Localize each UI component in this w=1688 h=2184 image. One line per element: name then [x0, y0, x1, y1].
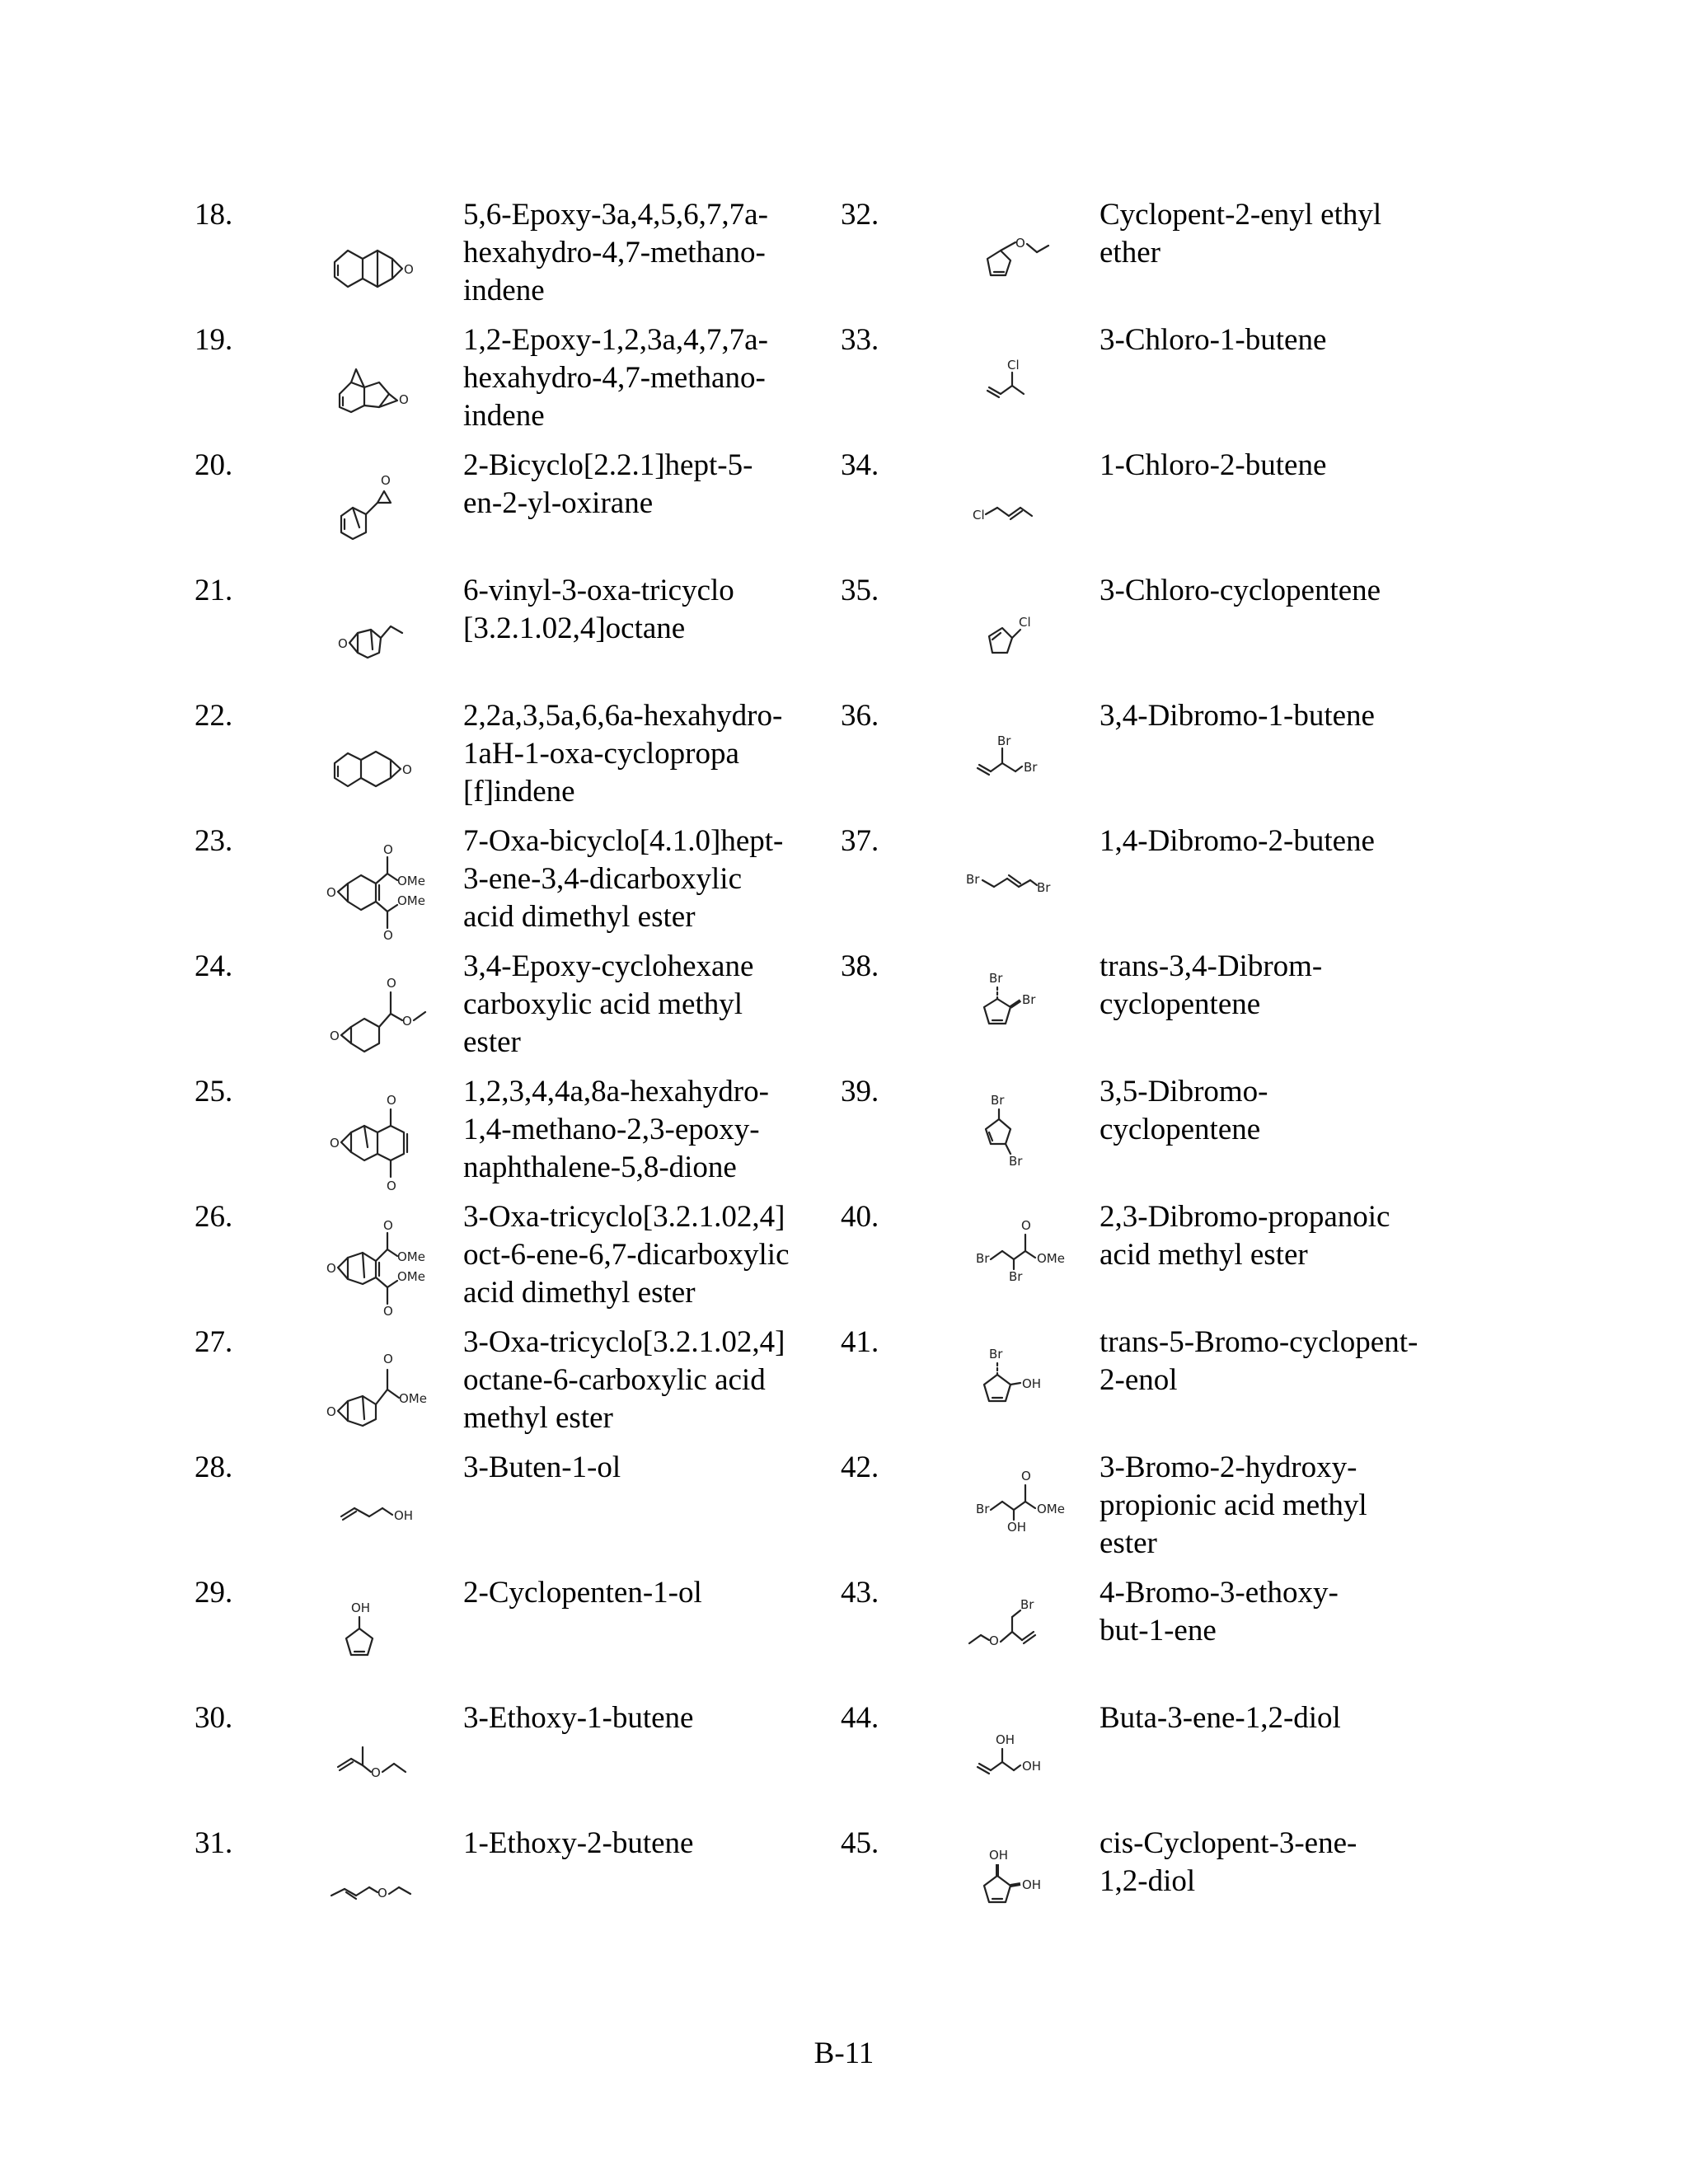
list-item [841, 1073, 1484, 1198]
compound-name: 7-Oxa-bicyclo[4.1.0]hept- 3-ene-3,4-dicarboxylic acid dimethyl ester [463, 824, 784, 934]
bromocyclopentenol-icon [940, 1338, 1104, 1444]
cyclopentenyl-ethyl-ether-icon [940, 211, 1104, 316]
svg-text:Br: Br [991, 1093, 1005, 1108]
dicyclopentadiene-epoxide-icon [302, 211, 467, 316]
norbornenyl-oxirane-icon [302, 462, 467, 567]
cyclopentenediol-icon [940, 1840, 1104, 1945]
svg-text:Cl: Cl [973, 508, 985, 523]
list-item [195, 1198, 837, 1324]
svg-text:Cl: Cl [1007, 358, 1020, 373]
chloro-2-butene-icon [940, 462, 1104, 567]
compound-name: 1,2-Epoxy-1,2,3a,4,7,7a- hexahydro-4,7-methano- indene [463, 323, 768, 433]
svg-text:O: O [330, 1136, 340, 1151]
svg-text:O: O [330, 1029, 340, 1043]
list-item [841, 196, 1484, 321]
entry-number: 27. [195, 1325, 233, 1359]
chlorobutene-icon [940, 336, 1104, 442]
compound-name: 3-Oxa-tricyclo[3.2.1.02,4] octane-6-carboxylic acid methyl ester [463, 1325, 785, 1435]
svg-text:Br: Br [997, 733, 1011, 748]
list-item [195, 1449, 837, 1574]
entry-number: 41. [841, 1325, 879, 1359]
hexahydro-oxacyclopropaindene-icon [302, 712, 467, 818]
entry-number: 34. [841, 448, 879, 482]
list-item [195, 697, 837, 823]
entry-number: 19. [195, 323, 233, 357]
compound-name: 3-Ethoxy-1-butene [463, 1701, 694, 1735]
svg-text:Br: Br [989, 971, 1003, 986]
compound-name: 5,6-Epoxy-3a,4,5,6,7,7a- hexahydro-4,7-methano- indene [463, 198, 768, 307]
ethoxy-2-butene-icon [302, 1840, 467, 1945]
compound-name: 1,2,3,4,4a,8a-hexahydro- 1,4-methano-2,3-epoxy- naphthalene-5,8-dione [463, 1075, 769, 1184]
compound-name: 3-Buten-1-ol [463, 1451, 621, 1484]
compound-name: 3-Chloro-1-butene [1100, 323, 1327, 357]
svg-text:Br: Br [966, 872, 980, 887]
svg-text:Cl: Cl [1019, 615, 1031, 630]
entry-number: 32. [841, 198, 879, 232]
butenediol-icon [940, 1714, 1104, 1820]
svg-text:Br: Br [976, 1502, 990, 1516]
entry-number: 30. [195, 1701, 233, 1735]
list-item [195, 447, 837, 572]
list-item [841, 1699, 1484, 1825]
epoxy-diester-icon [302, 837, 467, 943]
svg-text:Br: Br [1022, 992, 1036, 1007]
list-item [195, 321, 837, 447]
list-item [195, 572, 837, 697]
dibromo-2-butene-icon [940, 837, 1104, 943]
entry-number: 26. [195, 1200, 233, 1234]
svg-text:OMe: OMe [397, 893, 425, 908]
svg-text:O: O [338, 636, 348, 651]
svg-text:OH: OH [996, 1732, 1015, 1747]
svg-text:O: O [381, 473, 391, 488]
epoxy-naphthalenedione-icon [302, 1088, 467, 1193]
svg-text:O: O [402, 762, 412, 777]
entry-number: 39. [841, 1075, 879, 1108]
list-item [195, 1825, 837, 1950]
compound-name: 3-Oxa-tricyclo[3.2.1.02,4] oct-6-ene-6,7-dicarboxylic acid dimethyl ester [463, 1200, 790, 1310]
svg-text:OH: OH [394, 1508, 414, 1523]
dibromocyclopentene-icon [940, 1088, 1104, 1193]
ethoxybutene-icon [302, 1714, 467, 1820]
bromohydroxypropionate-icon [940, 1464, 1104, 1569]
compound-name: trans-3,4-Dibrom- cyclopentene [1100, 949, 1323, 1021]
entry-number: 45. [841, 1826, 879, 1860]
epoxycyclohexane-ester-icon [302, 963, 467, 1068]
compound-name: 3,4-Dibromo-1-butene [1100, 699, 1375, 733]
compound-name: 3,4-Epoxy-cyclohexane carboxylic acid methyl ester [463, 949, 754, 1059]
svg-text:OMe: OMe [399, 1391, 427, 1406]
compound-name: 3-Bromo-2-hydroxy- propionic acid methyl ester [1100, 1451, 1367, 1560]
svg-text:OH: OH [989, 1848, 1009, 1863]
svg-text:OMe: OMe [397, 1249, 425, 1264]
list-item [841, 697, 1484, 823]
compound-name: 2-Cyclopenten-1-ol [463, 1576, 702, 1610]
svg-text:OH: OH [1022, 1877, 1042, 1892]
trans-dibromocyclopentene-icon [940, 963, 1104, 1068]
compound-name: 1,4-Dibromo-2-butene [1100, 824, 1375, 858]
compound-name: 4-Bromo-3-ethoxy- but-1-ene [1100, 1576, 1339, 1647]
list-item [841, 321, 1484, 447]
entry-number: 40. [841, 1200, 879, 1234]
svg-text:Br: Br [1024, 760, 1038, 775]
svg-text:O: O [989, 1633, 999, 1648]
svg-text:O: O [1021, 1218, 1031, 1233]
svg-text:OH: OH [1022, 1376, 1042, 1391]
list-item [841, 1198, 1484, 1324]
list-item [841, 823, 1484, 948]
list-item [195, 948, 837, 1073]
svg-text:O: O [326, 1261, 336, 1276]
entry-number: 31. [195, 1826, 233, 1860]
compound-name: 2-Bicyclo[2.2.1]hept-5- en-2-yl-oxirane [463, 448, 753, 520]
norbornene-epoxide-icon [302, 336, 467, 442]
svg-text:Br: Br [976, 1251, 990, 1266]
svg-text:OMe: OMe [1037, 1251, 1065, 1266]
entry-number: 18. [195, 198, 233, 232]
compound-name: 6-vinyl-3-oxa-tricyclo [3.2.1.02,4]octane [463, 574, 734, 645]
compound-name: 2,2a,3,5a,6,6a-hexahydro- 1aH-1-oxa-cyclopropa [f]indene [463, 699, 783, 808]
list-item [841, 447, 1484, 572]
svg-text:O: O [1015, 236, 1025, 251]
butenol-icon [302, 1464, 467, 1569]
compound-name: cis-Cyclopent-3-ene- 1,2-diol [1100, 1826, 1357, 1898]
svg-text:Br: Br [1009, 1269, 1023, 1284]
list-item [841, 572, 1484, 697]
list-item [195, 196, 837, 321]
svg-text:O: O [383, 1352, 393, 1366]
compound-name: 3,5-Dibromo- cyclopentene [1100, 1075, 1268, 1146]
svg-text:O: O [399, 392, 409, 407]
list-item [841, 1324, 1484, 1449]
oxatricyclo-ester-icon [302, 1338, 467, 1444]
list-item [841, 1449, 1484, 1574]
entry-number: 24. [195, 949, 233, 983]
svg-text:O: O [377, 1886, 387, 1900]
chlorocyclopentene-icon [940, 587, 1104, 692]
svg-text:OH: OH [1022, 1759, 1042, 1774]
svg-text:O: O [326, 1404, 336, 1419]
compound-name: 1-Ethoxy-2-butene [463, 1826, 694, 1860]
bromoethoxybutene-icon [940, 1589, 1104, 1694]
svg-text:O: O [383, 842, 393, 857]
svg-text:OMe: OMe [397, 1269, 425, 1284]
svg-text:OH: OH [351, 1601, 371, 1615]
dibromopropanoate-icon [940, 1213, 1104, 1319]
list-item [195, 1574, 837, 1699]
svg-text:O: O [404, 262, 414, 277]
entry-number: 38. [841, 949, 879, 983]
list-item [841, 948, 1484, 1073]
svg-text:OH: OH [1007, 1520, 1027, 1535]
svg-text:O: O [387, 976, 396, 991]
svg-text:Br: Br [1020, 1597, 1034, 1612]
page-number: B-11 [814, 2036, 874, 2070]
entry-number: 35. [841, 574, 879, 607]
compound-name: 2,3-Dibromo-propanoic acid methyl ester [1100, 1200, 1390, 1272]
entry-number: 37. [841, 824, 879, 858]
entry-number: 42. [841, 1451, 879, 1484]
entry-number: 28. [195, 1451, 233, 1484]
compound-name: Buta-3-ene-1,2-diol [1100, 1701, 1341, 1735]
svg-text:O: O [387, 1093, 396, 1108]
entry-number: 22. [195, 699, 233, 733]
svg-text:O: O [371, 1765, 381, 1780]
compound-name: 3-Chloro-cyclopentene [1100, 574, 1381, 607]
svg-text:Br: Br [1037, 880, 1051, 895]
list-item [195, 1699, 837, 1825]
entry-number: 20. [195, 448, 233, 482]
svg-text:O: O [383, 1218, 393, 1233]
entry-number: 21. [195, 574, 233, 607]
entry-number: 44. [841, 1701, 879, 1735]
list-item [195, 1324, 837, 1449]
svg-text:O: O [383, 928, 393, 943]
svg-text:O: O [387, 1179, 396, 1193]
entry-number: 33. [841, 323, 879, 357]
entry-number: 36. [841, 699, 879, 733]
entry-number: 43. [841, 1576, 879, 1610]
vinyl-oxatricyclooctane-icon [302, 587, 467, 692]
entry-number: 25. [195, 1075, 233, 1108]
oxatricyclo-diester-icon [302, 1213, 467, 1319]
svg-text:OMe: OMe [1037, 1502, 1065, 1516]
compound-name: 1-Chloro-2-butene [1100, 448, 1327, 482]
list-item [841, 1825, 1484, 1950]
svg-text:O: O [326, 885, 336, 900]
svg-text:Br: Br [989, 1347, 1003, 1361]
list-item [195, 1073, 837, 1198]
compound-name: trans-5-Bromo-cyclopent- 2-enol [1100, 1325, 1418, 1397]
right-column [841, 196, 1484, 1950]
entry-number: 29. [195, 1576, 233, 1610]
svg-text:O: O [383, 1304, 393, 1319]
left-column [195, 196, 837, 1950]
svg-text:O: O [402, 1014, 412, 1029]
entry-number: 23. [195, 824, 233, 858]
list-item [841, 1574, 1484, 1699]
list-item [195, 823, 837, 948]
svg-text:OMe: OMe [397, 874, 425, 888]
compound-name: Cyclopent-2-enyl ethyl ether [1100, 198, 1382, 269]
cyclopentenol-icon [302, 1589, 467, 1694]
dibromobutene-icon [940, 712, 1104, 818]
svg-text:Br: Br [1009, 1154, 1023, 1169]
svg-text:O: O [1021, 1469, 1031, 1483]
